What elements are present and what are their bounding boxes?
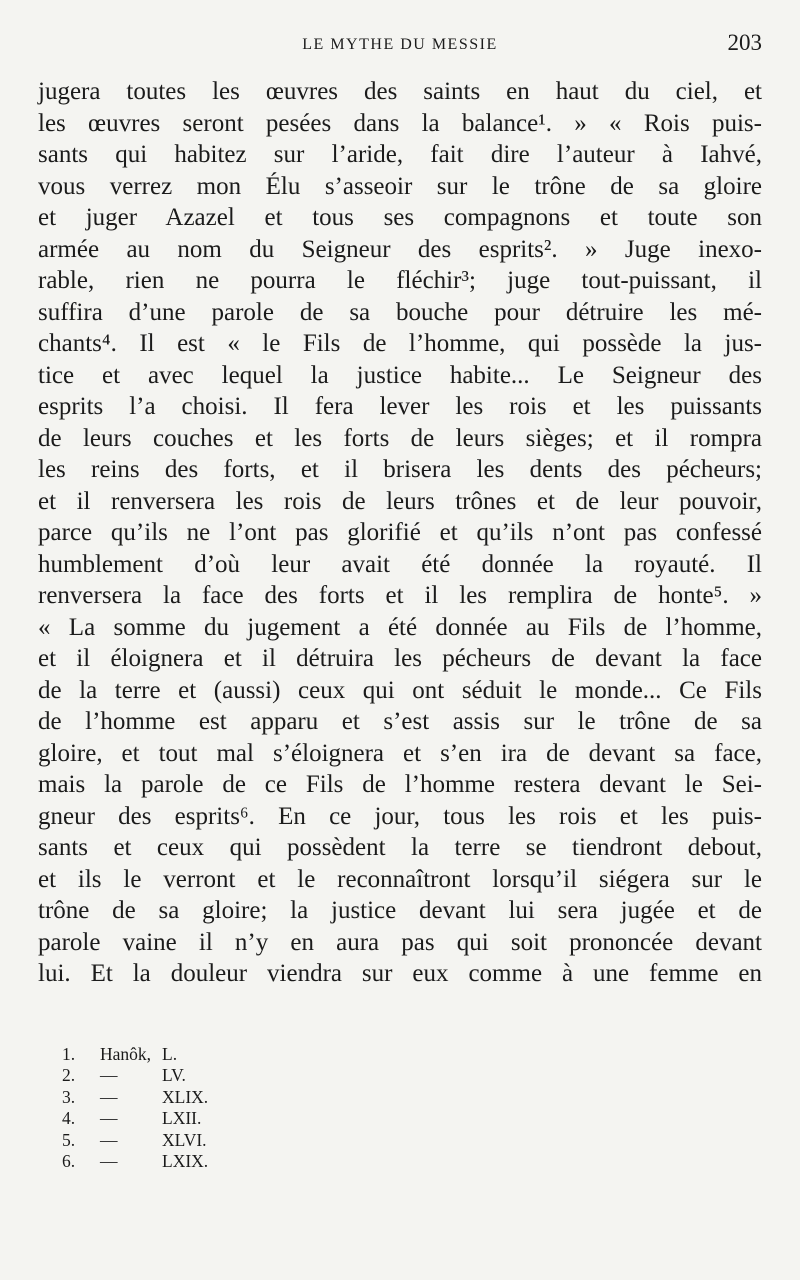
- footnote-source: —: [100, 1150, 118, 1171]
- footnote-reference: LXII.: [162, 1108, 202, 1129]
- text-line-1: jugera toutes les œuvres des saints en haut du ciel, et: [38, 78, 762, 105]
- text-line-29: lui. Et la douleur viendra sur eux comme à une femme en: [38, 960, 762, 987]
- footnote-number: 6.: [62, 1150, 76, 1171]
- footnote-6: [62, 1151, 208, 1172]
- footnote-4: [62, 1108, 208, 1129]
- footnote-number: 2.: [62, 1065, 76, 1086]
- text-line-26: et ils le verront et le reconnaîtront lorsqu’il siégera sur le: [38, 865, 762, 893]
- text-line-21: de l’homme est apparu et s’est assis sur le trône de sa: [38, 708, 762, 735]
- footnote-reference: L.: [162, 1044, 178, 1064]
- text-line-27: trône de sa gloire; la justice devant lui sera jugée et de: [38, 897, 762, 924]
- page-number: 203: [727, 30, 762, 55]
- text-line-6: armée au nom du Seigneur des esprits². » Juge inexo-: [38, 235, 762, 263]
- text-line-10: tice et avec lequel la justice habite... Le Seigneur des: [38, 361, 762, 389]
- text-line-8: suffira d’une parole de sa bouche pour détruire les mé-: [38, 298, 762, 326]
- text-line-4: vous verrez mon Élu s’asseoir sur le trône de sa gloire: [38, 172, 762, 200]
- footnote-number: 4.: [62, 1108, 76, 1129]
- text-line-15: parce qu’ils ne l’ont pas glorifié et qu’ils n’ont pas confessé: [38, 519, 762, 546]
- text-line-28: parole vaine il n’y en aura pas qui soit prononcée devant: [38, 928, 762, 956]
- text-line-13: les reins des forts, et il brisera les dents des pécheurs;: [38, 456, 762, 483]
- footnote-5: [62, 1130, 208, 1151]
- text-line-18: « La somme du jugement a été donnée au Fils de l’homme,: [38, 613, 762, 641]
- footnote-reference: LXIX.: [162, 1150, 209, 1171]
- text-line-2: les œuvres seront pesées dans la balance¹. » « Rois puis-: [38, 109, 762, 137]
- text-line-5: et juger Azazel et tous ses compagnons et toute son: [38, 204, 762, 231]
- text-line-12: de leurs couches et les forts de leurs sièges; et il rompra: [38, 424, 762, 452]
- footnote-3: [62, 1087, 208, 1108]
- page-header: [38, 30, 762, 58]
- footnote-number: 3.: [62, 1086, 76, 1107]
- text-line-7: rable, rien ne pourra le fléchir³; juge tout-puissant, il: [38, 267, 762, 294]
- text-line-14: et il renversera les rois de leurs trônes et de leur pouvoir,: [38, 487, 762, 515]
- body-text: [38, 76, 762, 990]
- text-line-3: sants qui habitez sur l’aride, fait dire l’auteur à Iahvé,: [38, 141, 762, 168]
- footnote-number: 1.: [62, 1044, 76, 1064]
- footnote-source: —: [100, 1129, 118, 1150]
- footnote-source: —: [100, 1086, 118, 1107]
- text-line-24: gneur des esprits⁶. En ce jour, tous les rois et les puis-: [38, 802, 762, 830]
- footnote-number: 5.: [62, 1129, 76, 1150]
- text-line-25: sants et ceux qui possèdent la terre se tiendront debout,: [38, 834, 762, 861]
- footnote-source: —: [100, 1108, 118, 1129]
- footnote-source: Hanôk,: [100, 1044, 152, 1064]
- footnotes: [62, 1044, 208, 1172]
- footnote-reference: XLVI.: [162, 1129, 207, 1150]
- footnote-source: —: [100, 1065, 118, 1086]
- text-line-19: et il éloignera et il détruira les pécheurs de devant la face: [38, 645, 762, 672]
- text-line-17: renversera la face des forts et il les remplira de honte⁵. »: [38, 582, 762, 609]
- text-line-11: esprits l’a choisi. Il fera lever les rois et les puissants: [38, 393, 762, 420]
- footnote-2: [62, 1065, 208, 1086]
- text-line-9: chants⁴. Il est « le Fils de l’homme, qui possède la jus-: [38, 330, 762, 357]
- text-line-22: gloire, et tout mal s’éloignera et s’en ira de devant sa face,: [38, 739, 762, 767]
- footnote-reference: XLIX.: [162, 1086, 209, 1107]
- running-title: LE MYTHE DU MESSIE: [302, 36, 498, 53]
- footnote-1: [62, 1044, 208, 1065]
- footnote-reference: LV.: [162, 1065, 186, 1086]
- text-line-23: mais la parole de ce Fils de l’homme restera devant le Sei-: [38, 771, 762, 798]
- text-line-16: humblement d’où leur avait été donnée la royauté. Il: [38, 550, 762, 578]
- text-line-20: de la terre et (aussi) ceux qui ont séduit le monde... Ce Fils: [38, 676, 762, 704]
